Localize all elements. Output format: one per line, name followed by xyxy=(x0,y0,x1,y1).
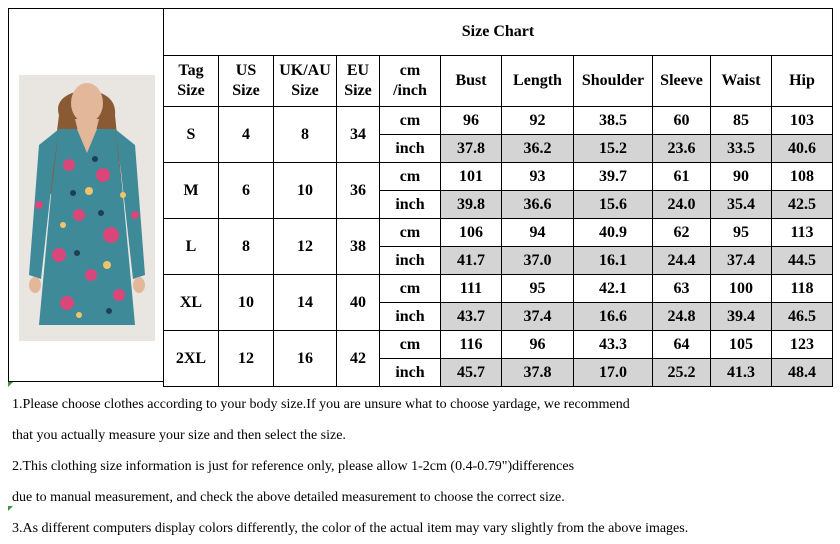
waist-cm-cell: 100 xyxy=(711,275,772,303)
hip-inch-cell: 40.6 xyxy=(772,135,833,163)
bust-inch-cell: 39.8 xyxy=(441,191,502,219)
shoulder-cm-cell: 43.3 xyxy=(574,331,653,359)
hip-inch-cell: 46.5 xyxy=(772,303,833,331)
hip-inch-cell: 48.4 xyxy=(772,359,833,387)
product-photo-cell xyxy=(8,8,164,382)
tag-size-cell: S xyxy=(164,107,219,163)
header-sleeve: Sleeve xyxy=(653,56,711,107)
unit-cm-cell: cm xyxy=(380,163,441,191)
sleeve-cm-cell: 61 xyxy=(653,163,711,191)
size-chart-table xyxy=(163,8,833,387)
unit-inch-cell: inch xyxy=(380,135,441,163)
shoulder-inch-cell: 15.2 xyxy=(574,135,653,163)
sleeve-inch-cell: 24.4 xyxy=(653,247,711,275)
waist-inch-cell: 41.3 xyxy=(711,359,772,387)
note-line: 1.Please choose clothes according to your body size.If you are unsure what to choose yardage, we recommend xyxy=(12,397,630,412)
length-cm-cell: 96 xyxy=(502,331,574,359)
length-cm-cell: 94 xyxy=(502,219,574,247)
header-hip: Hip xyxy=(772,56,833,107)
size-notes xyxy=(12,389,688,544)
hip-cm-cell: 108 xyxy=(772,163,833,191)
bust-cm-cell: 116 xyxy=(441,331,502,359)
sleeve-cm-cell: 62 xyxy=(653,219,711,247)
eu-size-cell: 36 xyxy=(337,163,380,219)
bust-inch-cell: 41.7 xyxy=(441,247,502,275)
header-unit: cm /inch xyxy=(380,56,441,107)
waist-cm-cell: 90 xyxy=(711,163,772,191)
header-bust: Bust xyxy=(441,56,502,107)
header-row xyxy=(164,56,833,107)
length-cm-cell: 92 xyxy=(502,107,574,135)
sleeve-cm-cell: 63 xyxy=(653,275,711,303)
uk-au-size-cell: 16 xyxy=(274,331,337,387)
sleeve-cm-cell: 64 xyxy=(653,331,711,359)
note-line: that you actually measure your size and then select the size. xyxy=(12,428,346,443)
waist-cm-cell: 105 xyxy=(711,331,772,359)
header-us-size: US Size xyxy=(219,56,274,107)
header-length: Length xyxy=(502,56,574,107)
length-cm-cell: 93 xyxy=(502,163,574,191)
table-row-s-cm xyxy=(164,107,833,135)
shoulder-inch-cell: 17.0 xyxy=(574,359,653,387)
waist-inch-cell: 35.4 xyxy=(711,191,772,219)
sleeve-inch-cell: 24.0 xyxy=(653,191,711,219)
unit-inch-cell: inch xyxy=(380,247,441,275)
shoulder-inch-cell: 15.6 xyxy=(574,191,653,219)
note-line: due to manual measurement, and check the above detailed measurement to choose the correct size. xyxy=(12,490,565,505)
waist-inch-cell: 39.4 xyxy=(711,303,772,331)
hip-inch-cell: 42.5 xyxy=(772,191,833,219)
unit-inch-cell: inch xyxy=(380,303,441,331)
table-row-l-cm xyxy=(164,219,833,247)
length-inch-cell: 36.2 xyxy=(502,135,574,163)
bust-inch-cell: 37.8 xyxy=(441,135,502,163)
unit-cm-cell: cm xyxy=(380,275,441,303)
uk-au-size-cell: 12 xyxy=(274,219,337,275)
corner-mark-icon xyxy=(8,382,13,387)
us-size-cell: 12 xyxy=(219,331,274,387)
bust-cm-cell: 106 xyxy=(441,219,502,247)
header-uk-au-size: UK/AU Size xyxy=(274,56,337,107)
shoulder-cm-cell: 38.5 xyxy=(574,107,653,135)
eu-size-cell: 42 xyxy=(337,331,380,387)
length-inch-cell: 37.0 xyxy=(502,247,574,275)
bust-cm-cell: 101 xyxy=(441,163,502,191)
unit-cm-cell: cm xyxy=(380,219,441,247)
bust-cm-cell: 111 xyxy=(441,275,502,303)
sleeve-inch-cell: 23.6 xyxy=(653,135,711,163)
waist-inch-cell: 37.4 xyxy=(711,247,772,275)
bust-inch-cell: 45.7 xyxy=(441,359,502,387)
us-size-cell: 4 xyxy=(219,107,274,163)
us-size-cell: 10 xyxy=(219,275,274,331)
hip-cm-cell: 118 xyxy=(772,275,833,303)
tag-size-cell: M xyxy=(164,163,219,219)
waist-inch-cell: 33.5 xyxy=(711,135,772,163)
uk-au-size-cell: 8 xyxy=(274,107,337,163)
eu-size-cell: 40 xyxy=(337,275,380,331)
length-inch-cell: 37.4 xyxy=(502,303,574,331)
shoulder-inch-cell: 16.1 xyxy=(574,247,653,275)
hip-cm-cell: 123 xyxy=(772,331,833,359)
shoulder-cm-cell: 39.7 xyxy=(574,163,653,191)
uk-au-size-cell: 14 xyxy=(274,275,337,331)
waist-cm-cell: 95 xyxy=(711,219,772,247)
sleeve-inch-cell: 24.8 xyxy=(653,303,711,331)
us-size-cell: 6 xyxy=(219,163,274,219)
header-shoulder: Shoulder xyxy=(574,56,653,107)
unit-cm-cell: cm xyxy=(380,107,441,135)
bust-cm-cell: 96 xyxy=(441,107,502,135)
unit-inch-cell: inch xyxy=(380,359,441,387)
size-chart-title: Size Chart xyxy=(164,9,833,56)
length-inch-cell: 36.6 xyxy=(502,191,574,219)
note-line: 3.As different computers display colors differently, the color of the actual item may vary slightly from the above images. xyxy=(12,521,689,536)
eu-size-cell: 38 xyxy=(337,219,380,275)
uk-au-size-cell: 10 xyxy=(274,163,337,219)
eu-size-cell: 34 xyxy=(337,107,380,163)
bust-inch-cell: 43.7 xyxy=(441,303,502,331)
waist-cm-cell: 85 xyxy=(711,107,772,135)
tag-size-cell: 2XL xyxy=(164,331,219,387)
unit-cm-cell: cm xyxy=(380,331,441,359)
length-cm-cell: 95 xyxy=(502,275,574,303)
hip-inch-cell: 44.5 xyxy=(772,247,833,275)
header-eu-size: EU Size xyxy=(337,56,380,107)
shoulder-inch-cell: 16.6 xyxy=(574,303,653,331)
sleeve-inch-cell: 25.2 xyxy=(653,359,711,387)
tag-size-cell: L xyxy=(164,219,219,275)
unit-inch-cell: inch xyxy=(380,191,441,219)
shoulder-cm-cell: 42.1 xyxy=(574,275,653,303)
dress-model-photo xyxy=(19,75,155,341)
hip-cm-cell: 113 xyxy=(772,219,833,247)
table-row-xl-cm xyxy=(164,275,833,303)
hip-cm-cell: 103 xyxy=(772,107,833,135)
us-size-cell: 8 xyxy=(219,219,274,275)
header-waist: Waist xyxy=(711,56,772,107)
header-tag-size: Tag Size xyxy=(164,56,219,107)
sleeve-cm-cell: 60 xyxy=(653,107,711,135)
table-row-m-cm xyxy=(164,163,833,191)
tag-size-cell: XL xyxy=(164,275,219,331)
shoulder-cm-cell: 40.9 xyxy=(574,219,653,247)
table-row-2xl-cm xyxy=(164,331,833,359)
length-inch-cell: 37.8 xyxy=(502,359,574,387)
note-line: 2.This clothing size information is just for reference only, please allow 1-2cm (0.4-0.79")differences xyxy=(12,459,575,474)
